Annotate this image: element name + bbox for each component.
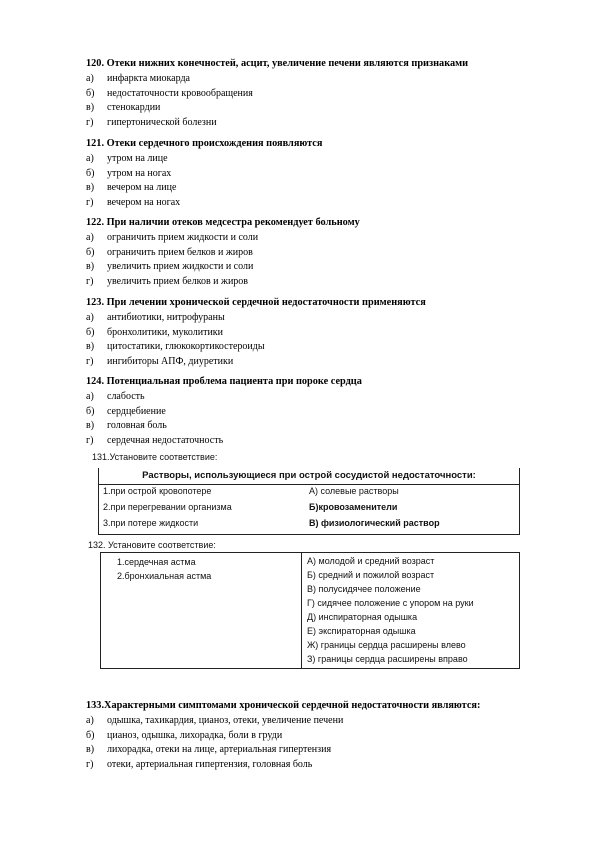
answer-option	[86, 340, 566, 355]
question-133	[86, 699, 566, 772]
option-text: утром на ногах	[107, 167, 172, 179]
matching-task-131	[80, 452, 530, 537]
answer-option	[86, 231, 566, 246]
option-text: гипертонической болезни	[107, 116, 217, 128]
question-title: 124. Потенциальная проблема пациента при пороке сердца	[86, 376, 362, 387]
answer-option	[86, 729, 566, 744]
option-text: увеличить прием жидкости и соли	[107, 261, 254, 273]
option-letter: б)	[86, 729, 95, 741]
question-123	[86, 296, 566, 369]
question-title: 123. При лечении хронической сердечной недостаточности применяются	[86, 297, 426, 308]
option-text: цианоз, одышка, лихорадка, боли в груди	[107, 729, 283, 741]
option-text: цитостатики, глюкокортикостероиды	[107, 341, 265, 353]
option-text: ограничить прием жидкости и соли	[107, 232, 259, 243]
matching-right-item: Е) экспираторная одышка	[307, 626, 416, 636]
option-letter: а)	[86, 715, 94, 726]
option-letter: в)	[86, 102, 95, 114]
matching-task-132	[80, 540, 530, 670]
option-text: увеличить прием белков и жиров	[107, 275, 249, 287]
answer-option	[86, 87, 566, 102]
option-text: одышка, тахикардия, цианоз, отеки, увеличение печени	[107, 715, 344, 726]
question-title: 120. Отеки нижних конечностей, асцит, увеличение печени являются признаками	[86, 58, 469, 69]
option-text: антибиотики, нитрофураны	[107, 312, 225, 323]
matching-caption: Растворы, использующиеся при острой сосудистой недостаточности:	[142, 470, 476, 481]
option-letter: г)	[86, 275, 94, 287]
option-letter: в)	[86, 744, 95, 756]
matching-right-item: А) молодой и средний возраст	[307, 556, 435, 566]
matching-right-item: В) полусидячее положение	[307, 584, 421, 594]
matching-right-item: Д) инспираторная одышка	[307, 612, 418, 622]
option-letter: б)	[86, 246, 95, 258]
matching-table	[98, 468, 520, 535]
option-letter: в)	[86, 261, 95, 273]
option-text: стенокардии	[107, 102, 161, 114]
option-letter: б)	[86, 405, 95, 417]
answer-option	[86, 714, 566, 729]
column-divider	[301, 553, 302, 668]
option-text: слабость	[107, 391, 145, 402]
answer-option	[86, 167, 566, 182]
option-letter: г)	[86, 355, 94, 367]
answer-option	[86, 311, 566, 326]
answer-option	[86, 758, 566, 773]
answer-option	[86, 743, 566, 758]
option-text: отеки, артериальная гипертензия, головная боль	[107, 758, 313, 770]
matching-right-item: Б) средний и пожилой возраст	[307, 570, 435, 580]
answer-option	[86, 246, 566, 261]
matching-left-item: 3.при потере жидкости	[103, 518, 199, 528]
question-122	[86, 216, 566, 289]
option-text: утром на лице	[107, 153, 168, 164]
matching-left-item: 2.бронхиальная астма	[117, 571, 212, 581]
matching-right-item: А) солевые растворы	[309, 486, 399, 496]
option-text: вечером на лице	[107, 182, 177, 194]
answer-option	[86, 260, 566, 275]
option-letter: а)	[86, 391, 94, 402]
option-letter: а)	[86, 312, 94, 323]
option-text: сердечная недостаточность	[107, 434, 224, 446]
option-text: недостаточности кровообращения	[107, 87, 253, 99]
option-text: сердцебиение	[107, 405, 166, 417]
option-letter: а)	[86, 232, 94, 243]
answer-option	[86, 196, 566, 211]
question-title: 122. При наличии отеков медсестра рекомендует больному	[86, 217, 360, 228]
option-letter: а)	[86, 153, 94, 164]
question-120	[86, 57, 566, 130]
answer-option	[86, 326, 566, 341]
matching-left-item: 2.при перегревании организма	[103, 502, 232, 512]
matching-right-item: В) физиологический раствор	[309, 518, 440, 528]
option-letter: б)	[86, 167, 95, 179]
matching-right-item: Б)кровозаменители	[309, 502, 398, 512]
answer-option	[86, 355, 566, 370]
question-title: 121. Отеки сердечного происхождения появляются	[86, 138, 323, 149]
answer-option	[86, 72, 566, 87]
matching-right-item: Ж) границы сердца расширены влево	[307, 640, 466, 650]
option-text: головная боль	[107, 420, 167, 432]
option-letter: а)	[86, 73, 94, 84]
option-text: ингибиторы АПФ, диуретики	[107, 355, 234, 367]
option-text: ограничить прием белков и жиров	[107, 246, 253, 258]
option-letter: г)	[86, 196, 94, 208]
matching-table	[100, 552, 520, 669]
question-121	[86, 137, 566, 210]
option-letter: г)	[86, 116, 94, 128]
matching-right-item: З) границы сердца расширены вправо	[307, 654, 468, 664]
answer-option	[86, 390, 566, 405]
option-letter: в)	[86, 341, 95, 353]
option-letter: б)	[86, 87, 95, 99]
matching-left-item: 1.сердечная астма	[117, 557, 196, 567]
matching-right-item: Г) сидячее положение с упором на руки	[307, 598, 474, 608]
answer-option	[86, 275, 566, 290]
matching-heading: 131.Установите соответствие:	[92, 452, 218, 462]
answer-option	[86, 434, 566, 449]
option-letter: г)	[86, 434, 94, 446]
option-text: бронхолитики, муколитики	[107, 326, 224, 338]
question-title: 133.Характерными симптомами хронической сердечной недостаточности являются:	[86, 700, 481, 711]
option-text: инфаркта миокарда	[107, 73, 190, 84]
answer-option	[86, 181, 566, 196]
question-124	[86, 375, 566, 448]
answer-option	[86, 101, 566, 116]
option-text: лихорадка, отеки на лице, артериальная гипертензия	[107, 744, 332, 756]
answer-option	[86, 152, 566, 167]
answer-option	[86, 419, 566, 434]
option-letter: в)	[86, 182, 95, 194]
answer-option	[86, 116, 566, 131]
answer-option	[86, 405, 566, 420]
option-letter: г)	[86, 758, 94, 770]
option-text: вечером на ногах	[107, 196, 181, 208]
option-letter: в)	[86, 420, 95, 432]
option-letter: б)	[86, 326, 95, 338]
matching-heading: 132. Установите соответствие:	[88, 540, 216, 550]
matching-left-item: 1.при острой кровопотере	[103, 486, 212, 496]
